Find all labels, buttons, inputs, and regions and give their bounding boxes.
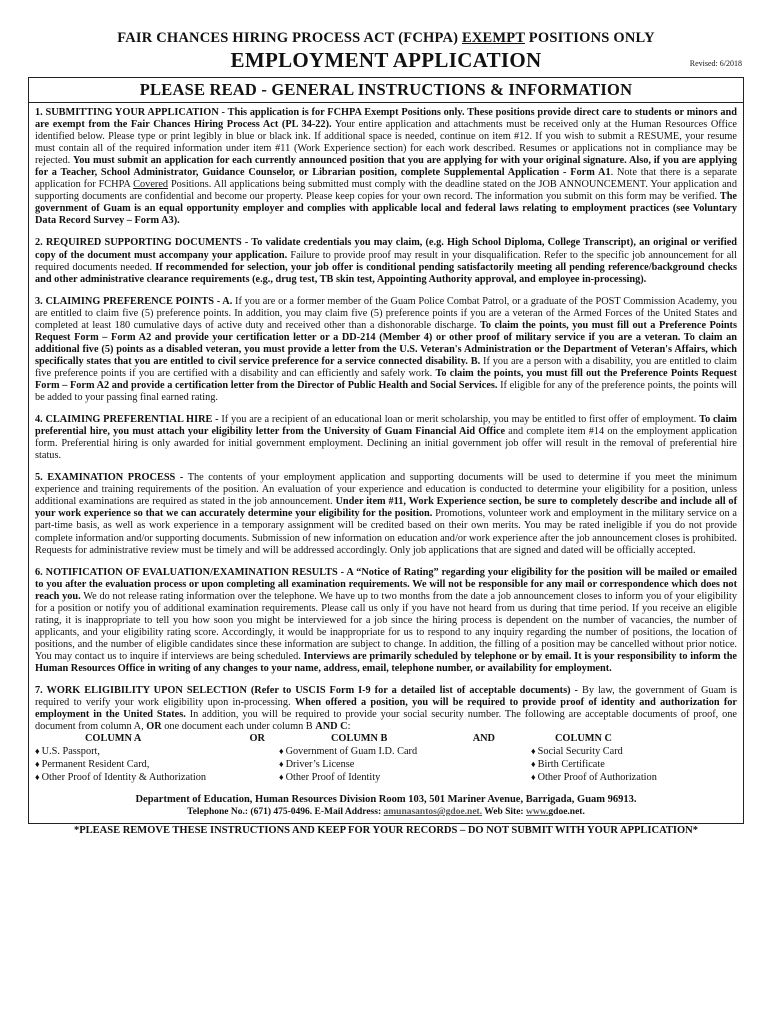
office-address: Department of Education, Human Resources Division Room 103, 501 Mariner Avenue, Barrigada, Guam 96913. <box>135 794 637 806</box>
revision-date: Revised: 6/2018 <box>689 59 742 68</box>
bullet-icon: ♦ <box>279 772 284 783</box>
remove-notice: *PLEASE REMOVE THESE INSTRUCTIONS AND KEEP FOR YOUR RECORDS – DO NOT SUBMIT WITH YOUR APPLICATION* <box>74 825 698 837</box>
section-examination: 5. EXAMINATION PROCESS - The contents of your employment application and supporting documents will be used to determine if you meet the minimum experience and training requirements of the position. An evaluation of your experience and education is conducted to determine your eligibility for a position, unless additional examinations are required as stated in the job announcement. Under item #11, Work Experience section, be sure to completely describe and include all of your work experience so that we can accurately determine your eligibility for the position. Promotions, volunteer work and employment in the military service on a part-time basis, as well as work experience in a temporary assignment will be credited based on their own merits. You may be rated ineligible if you do not provide complete information and/or supporting documents. Submission of new information on education and/or work experience after the job announcement closes is prohibited. Requests for administrative review must be timely and will be addressed accordingly. Only job applications that are signed and dated will be officially accepted. <box>35 472 738 556</box>
bullet-icon: ♦ <box>35 746 40 757</box>
section-supporting-documents: 2. REQUIRED SUPPORTING DOCUMENTS - To validate credentials you may claim, (e.g. High School Diploma, College Transcript), an original or verified copy of the document must accompany your application. Failure to provide proof may result in your disqualification. Refer to the specific job announcement for all required documents needed. If recommended for selection, your job offer is conditional pending satisfactorily meeting all pending reference/background checks and other administrative clearance requirements (e.g., drug test, TB skin test, Appointing Authority approval, and employee in-processing). <box>35 237 738 285</box>
website-link[interactable]: www.gdoe.net. <box>525 807 585 818</box>
bullet-icon: ♦ <box>279 746 284 757</box>
list-item: ♦ Social Security Card <box>531 746 623 758</box>
instructions-banner: PLEASE READ - GENERAL INSTRUCTIONS & INFORMATION <box>29 78 743 103</box>
bullet-icon: ♦ <box>35 772 40 783</box>
bullet-icon: ♦ <box>531 772 536 783</box>
list-item: ♦ Government of Guam I.D. Card <box>279 746 418 758</box>
phone-label: Telephone No.: (671) 475-0496. E-Mail Address: <box>187 807 384 818</box>
section-work-eligibility: 7. WORK ELIGIBILITY UPON SELECTION (Refer to USCIS Form I-9 for a detailed list of acceptable documents) - By law, the government of Guam is required to verify your work eligibility upon in-processing. When offered a position, you will be required to provide proof of identity and authorization for employment in the United States. In addition, you will be required to provide your social security number. The following are acceptable documents of proof, one document from column A, OR one document each under column B AND C: <box>35 685 737 733</box>
list-item: ♦ U.S. Passport, <box>35 746 100 758</box>
list-item: ♦ Birth Certificate <box>531 759 605 771</box>
bullet-icon: ♦ <box>35 759 40 770</box>
or-label: OR <box>249 733 265 745</box>
list-item: ♦ Other Proof of Authorization <box>531 772 657 784</box>
list-item: ♦ Other Proof of Identity <box>279 772 381 784</box>
list-item: ♦ Permanent Resident Card, <box>35 759 150 771</box>
section-notification: 6. NOTIFICATION OF EVALUATION/EXAMINATION RESULTS - A “Notice of Rating” regarding your eligibility for the position will be mailed or emailed to you after the evaluation process or upon completing all examination requirements. We will not be responsible for any mail or correspondence which does not reach you. We do not release rating information over the telephone. We have up to two months from the date a job announcement closes to inform you of your eligibility for a position or notify you of additional examination requirements. Please call us only if you have not heard from us during that time period. If you receive an eligible rating, it is inappropriate to tell you how soon you might be interviewed for a job since the hiring process is dependent on the number of vacancies, the number of applicants, and your eligibility rating score. Accordingly, it would be inappropriate for us to respond to any inquiry regarding the number of positions, the location of positions, and the number of eligible candidates since these information are subject to change. In addition, the filling of a position may be cancelled without prior notice. You may contact us to inquire if interviews are being scheduled. Interviews are primarily scheduled by telephone or by email. It is your responsibility to inform the Human Resources Office in writing of any changes to your name, address, email, telephone number, or availability for employment. <box>35 566 737 674</box>
email-link[interactable]: amunasantos@gdoe.net. <box>383 807 483 818</box>
instructions-page <box>28 30 744 836</box>
section-submitting: 1. SUBMITTING YOUR APPLICATION - This application is for FCHPA Exempt Positions only. These positions provide direct care to students or minors and are exempt from the Fair Chances Hiring Process Act (PL 34-22). Your entire application and attachments must be received only at the Human Resources Office identified below. Please type or print legibly in blue or black ink. If additional space is needed, continue on item #12. If you wish to submit a RESUME, your resume must contain all of the required information under item #11 (Work Experience section) for each work described. Resumes or applications not in compliance may be rejected. You must submit an application for each currently announced position that you are applying for with your original signature. Also, if you are applying for a Teacher, School Administrator, Guidance Counselor, or Librarian position, complete Supplemental Application - Form A1. Note that there is a separate application for FCHPA Covered Positions. All applications being submitted must comply with the deadline stated on the JOB ANNOUNCEMENT. Your application and supporting documents are confidential and become our property. Please keep copies for your own record. The information you submit on this form may be verified. The government of Guam is an equal opportunity employer and complies with applicable local and federal laws relating to employment practices (see Voluntary Data Record Survey – Form A3). <box>35 107 737 227</box>
section-preferential-hire: 4. CLAIMING PREFERENTIAL HIRE - If you are a recipient of an educational loan or merit scholarship, you may be entitled to first offer of employment. To claim preferential hire, you must attach your eligibility letter from the University of Guam Financial Aid Office and complete item #14 on the employment application form. Preferential hiring is only awarded for initial government employment. Declining an initial government job offer will result in the removal of preferential hire status. <box>35 414 738 462</box>
list-item: ♦ Other Proof of Identity & Authorization <box>35 772 207 784</box>
bullet-icon: ♦ <box>279 759 284 770</box>
contact-footer: Department of Education, Human Resources Division Room 103, 501 Mariner Avenue, Barrigada, Guam 96913. Telephone No.: (671) 475-0496. E-Mail Address: amunasantos@gdoe.net. Web Site: www.gdoe.net. <box>35 784 737 820</box>
form-subtitle: FAIR CHANCES HIRING PROCESS ACT (FCHPA) EXEMPT POSITIONS ONLY <box>117 30 655 46</box>
list-item: ♦ Driver’s License <box>279 759 355 771</box>
column-c-header: COLUMN C <box>555 733 612 745</box>
instructions-frame <box>28 77 744 824</box>
column-a-header: COLUMN A <box>85 733 142 745</box>
bullet-icon: ♦ <box>531 746 536 757</box>
section-preference-points: 3. CLAIMING PREFERENCE POINTS - A. If you are or a former member of the Guam Police Combat Patrol, or a graduate of the POST Commission Academy, you are entitled to claim five (5) preference points. In addition, you may claim five (5) preference points if you are a veteran of the Armed Forces of the United States and completed at least 180 cumulative days of active duty and received other than a dishonorable discharge. To claim the points, you must fill out a Preference Points Request Form – Form A2 and provide your certification letter or a DD-214 (Member 4) or other proof of military service if you are a veteran. To claim an additional five (5) points as a disabled veteran, you must provide a letter from the U.S. Veteran's Administration or the Department of Veteran's Affairs, which specifically states that you are entitled to civil service preference for a service connected disability. B. If you are a person with a disability, you are entitled to claim five preference points if you are certified with a disability and can efficiently and safely work. To claim the points, you must fill out the Preference Points Request Form – Form A2 and provide a certification letter from the Director of Public Health and Social Services. If eligible for any of the preference points, the points will be added to your passing final earned rating. <box>35 295 737 404</box>
and-label: AND <box>472 733 495 745</box>
document-columns <box>35 733 737 784</box>
column-b-header: COLUMN B <box>331 733 388 745</box>
page-title: EMPLOYMENT APPLICATION <box>230 48 542 72</box>
bullet-icon: ♦ <box>531 759 536 770</box>
